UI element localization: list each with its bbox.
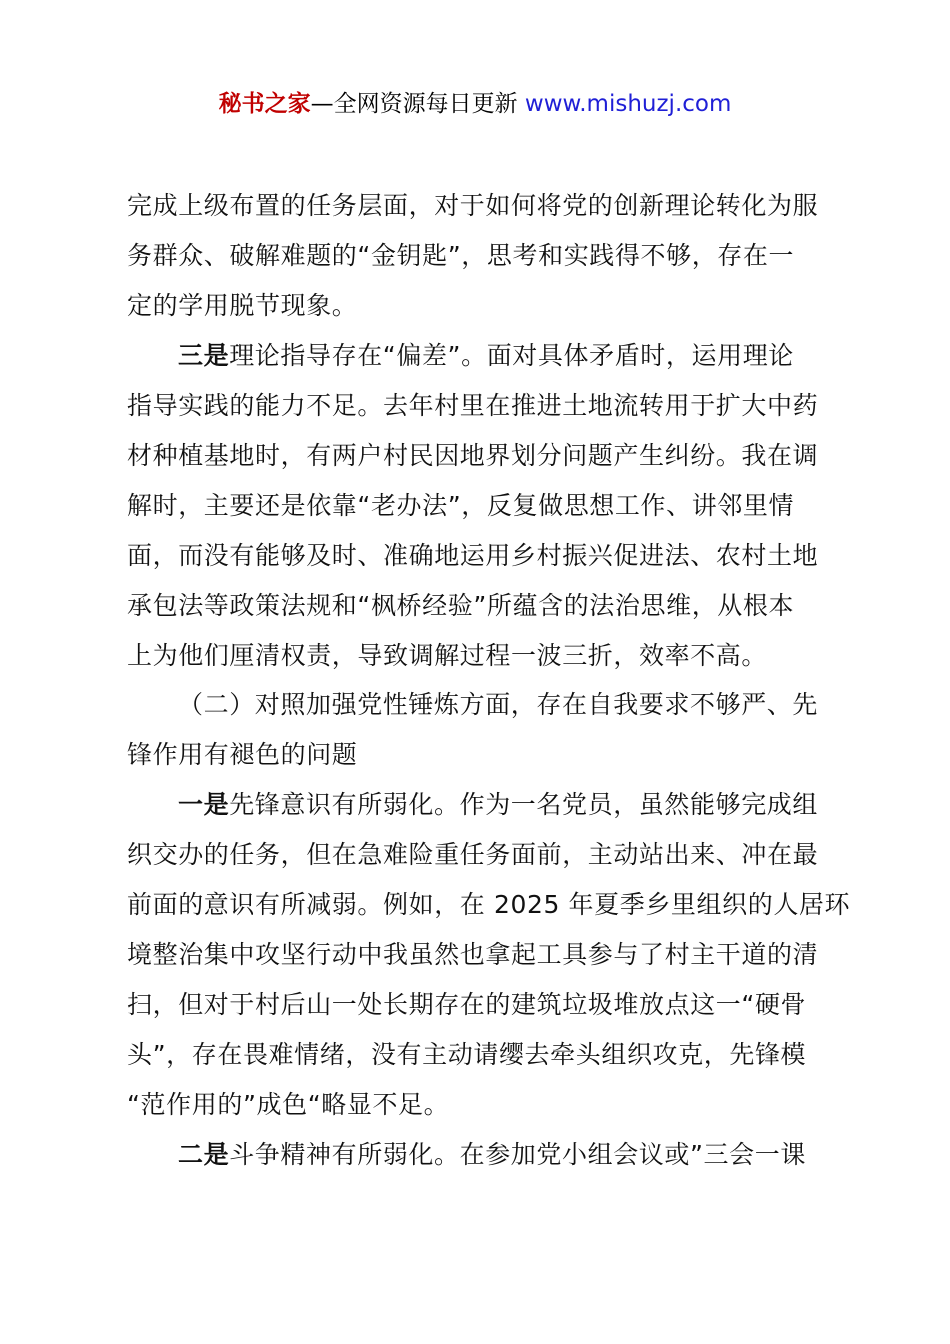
- paragraph-line: 面，而没有能够及时、准确地运用乡村振兴促进法、农村土地: [127, 541, 819, 570]
- paragraph-line: 解时，主要还是依靠“老办法”，反复做思想工作、讲邻里情: [127, 491, 795, 520]
- paragraph-line: 头”，存在畏难情绪，没有主动请缨去牵头组织攻克，先锋模: [127, 1040, 807, 1069]
- paragraph-line: [178, 331, 888, 381]
- page-header: [0, 88, 950, 120]
- paragraph-line: 定的学用脱节现象。: [127, 291, 358, 320]
- section-heading-continued: 锋作用有褪色的问题: [127, 740, 358, 769]
- paragraph-line: 织交办的任务，但在急难险重任务面前，主动站出来、冲在最: [127, 840, 819, 869]
- header-brand: 秘书之家: [218, 91, 311, 117]
- point-text: 先锋意识有所弱化。作为一名党员，虽然能够完成组: [229, 790, 819, 819]
- paragraph-line: 材种植基地时，有两户村民因地界划分问题产生纠纷。我在调: [127, 441, 819, 470]
- header-url-link[interactable]: www.mishuzj.com: [524, 91, 732, 117]
- point-text: 斗争精神有所弱化。在参加党小组会议或”三会一课: [229, 1140, 806, 1169]
- paragraph-line: “范作用的”成色“略显不足。: [127, 1090, 450, 1119]
- paragraph-line: 扫，但对于村后山一处长期存在的建筑垃圾堆放点这一“硬骨: [127, 990, 807, 1019]
- section-heading: （二）对照加强党性锤炼方面，存在自我要求不够严、先: [178, 690, 819, 719]
- point-text: 理论指导存在“偏差”。面对具体矛盾时，运用理论: [229, 341, 794, 370]
- paragraph-line: 务群众、破解难题的“金钥匙”，思考和实践得不够，存在一: [127, 241, 795, 270]
- paragraph-line: 前面的意识有所减弱。例如，在 2025 年夏季乡里组织的人居环: [127, 890, 851, 919]
- paragraph-line: 上为他们厘清权责，导致调解过程一波三折，效率不高。: [127, 641, 768, 670]
- header-tagline: —全网资源每日更新: [310, 91, 525, 117]
- paragraph-line: 指导实践的能力不足。去年村里在推进土地流转用于扩大中药: [127, 391, 819, 420]
- point-lead: 一是: [178, 790, 230, 819]
- paragraph-line: 境整治集中攻坚行动中我虽然也拿起工具参与了村主干道的清: [127, 940, 819, 969]
- paragraph-line: [178, 780, 888, 830]
- point-lead: 三是: [178, 341, 230, 370]
- paragraph-line: [178, 1130, 888, 1180]
- paragraph-line: 完成上级布置的任务层面，对于如何将党的创新理论转化为服: [127, 191, 819, 220]
- paragraph-line: 承包法等政策法规和“枫桥经验”所蕴含的法治思维，从根本: [127, 591, 795, 620]
- point-lead: 二是: [178, 1140, 230, 1169]
